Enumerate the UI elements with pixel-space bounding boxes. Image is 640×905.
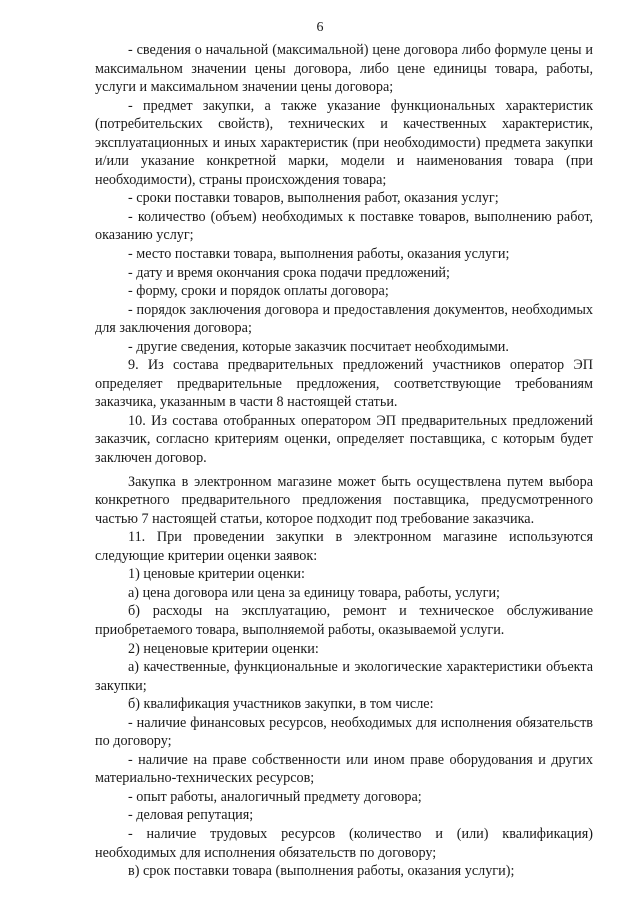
paragraph: 11. При проведении закупки в электронном магазине используются следующие критерии оценки заявок: bbox=[95, 529, 593, 564]
paragraph: а) качественные, функциональные и экологические характеристики объекта закупки; bbox=[95, 659, 593, 694]
paragraph: а) цена договора или цена за единицу товара, работы, услуги; bbox=[128, 584, 500, 601]
paragraph: - сведения о начальной (максимальной) цене договора либо формуле цены и максимальном значении цены договора, либо цене единицы товара, работы, услуги и максимальном значении цены договора; bbox=[95, 42, 593, 96]
paragraph: 1) ценовые критерии оценки: bbox=[128, 566, 305, 583]
paragraph: - дату и время окончания срока подачи предложений; bbox=[128, 264, 450, 281]
paragraph: б) расходы на эксплуатацию, ремонт и техническое обслуживание приобретаемого товара, выполняемой работы, оказываемой услуги. bbox=[95, 603, 593, 638]
paragraph: - предмет закупки, а также указание функциональных характеристик (потребительских свойств), технических и качественных характеристик, эксплуатационных и иных характеристик (при необходимости) предмета закупки и/или указание конкретной марки, модели и наименования товара (при необходимости), страны происхождения товара; bbox=[95, 97, 593, 188]
paragraph: - опыт работы, аналогичный предмету договора; bbox=[128, 788, 422, 805]
paragraph: - наличие на праве собственности или ином праве оборудования и других материально-технических ресурсов; bbox=[95, 751, 593, 787]
paragraph: в) срок поставки товара (выполнения работы, оказания услуги); bbox=[128, 863, 515, 880]
paragraph: - количество (объем) необходимых к поставке товаров, выполнению работ, оказанию услуг; bbox=[95, 208, 593, 244]
paragraph: - другие сведения, которые заказчик посчитает необходимыми. bbox=[128, 338, 509, 355]
paragraph: 10. Из состава отобранных оператором ЭП предварительных предложений заказчик, согласно критериям оценки, определяет поставщика, с которым будет заключен договор. bbox=[95, 412, 593, 467]
document-body bbox=[95, 41, 593, 881]
paragraph: - место поставки товара, выполнения работы, оказания услуги; bbox=[128, 246, 510, 263]
page-number: 6 bbox=[316, 20, 324, 35]
paragraph: - деловая репутация; bbox=[128, 807, 254, 824]
paragraph: - порядок заключения договора и предоставления документов, необходимых для заключения договора; bbox=[95, 301, 593, 337]
paragraph: б) квалификация участников закупки, в том числе: bbox=[128, 696, 434, 713]
paragraph: Закупка в электронном магазине может быть осуществлена путем выбора конкретного предварительного предложения поставщика, предусмотренного частью 7 настоящей статьи, которое подходит под требование заказчика. bbox=[95, 473, 593, 527]
paragraph: - наличие финансовых ресурсов, необходимых для исполнения обязательств по договору; bbox=[95, 714, 593, 750]
paragraph: - сроки поставки товаров, выполнения работ, оказания услуг; bbox=[128, 190, 499, 207]
paragraph: 9. Из состава предварительных предложений участников оператор ЭП определяет предварительные предложения, соответствующие требованиям заказчика, указанным в части 8 настоящей статьи. bbox=[95, 357, 593, 411]
paragraph: - форму, сроки и порядок оплаты договора; bbox=[128, 283, 389, 300]
paragraph: - наличие трудовых ресурсов (количество и (или) квалификация) необходимых для исполнения обязательств по договору; bbox=[95, 825, 593, 861]
paragraph: 2) неценовые критерии оценки: bbox=[128, 640, 319, 657]
